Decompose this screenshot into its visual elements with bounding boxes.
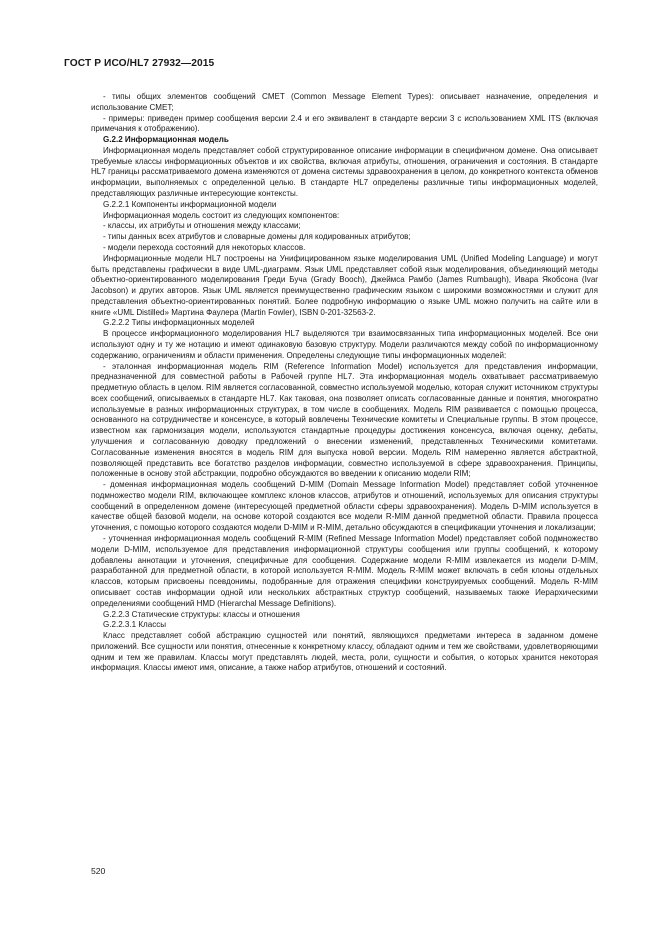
list-item-cmet: - типы общих элементов сообщений CMET (Common Message Element Types): описывает назначение, определения и использование CMET; — [91, 92, 598, 112]
list-item-examples: - примеры: приведен пример сообщения версии 2.4 и его эквивалент в стандарте версии 3 с использованием XML ITS (включая примечания к отображению). — [91, 113, 598, 134]
paragraph-components-intro: Информационная модель состоит из следующих компонентов: — [103, 210, 340, 220]
list-item-r-mim: - уточненная информационная модель сообщений R-MIM (Refined Message Information Model) представляет собой подмножество модели D-MIM, используемое для представления информационной структуры сообщения или группы сообщений, к которому добавлены аннотации и уточнения, специфичные для сообщения. Содержание модели R-MIM извлекается из модели D-MIM, разработанной для предметной области, в которой используется R-MIM. Модель R-MIM может включать в себя клоны отдельных классов, которым присвоены псевдонимы, подобранные для отражения специфики конструируемых сообщений. Модель R-MIM описывает состав информации одной или нескольких абстрактных структур сообщений, называемых также Иерархическими определениями сообщений HMD (Hierarchal Message Definitions). — [91, 534, 598, 608]
paragraph-information-model: Информационная модель представляет собой структурированное описание информации в специфичном домене. Она описывает требуемые классы информационных объектов и их свойства, включая атрибуты, отношения, ограничения и состояния. В стандарте HL7 границы рассматриваемого домена изменяются от домена системы здравоохранения в целом, до конкретного контекста обменов информации, выполняемых с определенной целью. В стандарте HL7 определены различные типы информационных моделей, представляющих различные интересующие контексты. — [91, 145, 598, 199]
section-heading-information-model: G.2.2 Информационная модель — [103, 135, 229, 145]
paragraph-model-types-intro: В процессе информационного моделирования HL7 выделяются три взаимосвязанных типа информационных моделей. Все они используют одну и ту же нотацию и имеют одинаковую базовую структуру. Модели различаются между собой по информационному содержанию, ограничениям и области применения. Определены следующие типы информационных моделей: — [91, 329, 598, 360]
subsection-heading-static-structures: G.2.2.3 Статические структуры: классы и отношения — [103, 609, 300, 619]
document-body — [91, 92, 598, 674]
subsection-heading-model-types: G.2.2.2 Типы информационных моделей — [103, 318, 255, 328]
list-item-classes: - классы, их атрибуты и отношения между классами; — [103, 221, 301, 231]
subsection-heading-components: G.2.2.1 Компоненты информационной модели — [103, 199, 277, 209]
standard-header: ГОСТ Р ИСО/HL7 27932—2015 — [64, 58, 215, 69]
subsection-heading-classes: G.2.2.3.1 Классы — [103, 620, 167, 630]
paragraph-classes: Класс представляет собой абстракцию сущностей или понятий, являющихся предметами интереса в заданном домене приложений. Все сущности или понятия, отнесенные к конкретному классу, обладают одним и тем же свойствами, удовлетворяющими одним и тем же правилам. Классы могут представлять людей, места, роли, сущности и события, о которых хранится некоторая информация. Классы имеют имя, описание, а также набор атрибутов, отношений и состояний. — [91, 631, 598, 673]
list-item-data-types: - типы данных всех атрибутов и словарные домены для кодированных атрибутов; — [103, 232, 411, 242]
list-item-rim: - эталонная информационная модель RIM (Reference Information Model) используется для представления информации, предназначенной для совместной работы в Рабочей группе HL7. Эта информационная модель охватывает рассматриваемую предметную область в целом. RIM является согласованной, совместно используемой моделью, которая служит источником структуры всех сообщений, описываемых в стандарте HL7. Как таковая, она позволяет описать согласованные данные и понятия, многократно используемые в разных информационных структурах, в том числе в сообщениях. Модель RIM развивается с помощью процесса, основанного на сотрудничестве и консенсусе, в который вовлечены Технические комитеты и Специальные группы. В этом процессе, известном как гармонизация модели, используются стандартные процедуры достижения консенсуса, включая оценку, дебаты, улучшения и согласованную доводку предложений о внесении изменений, представленных Техническими комитетами. Согласованные изменения вносятся в модель RIM для выпуска новой версии. Модель RIM намеренно является абстрактной, позволяющей представить все богатство разделов информации, совместно используемой в сфере здравоохранения. Принципы, положенные в основу этой абстракции, подробно обсуждаются во введении к описанию модели RIM; — [91, 361, 598, 479]
list-item-state-models: - модели перехода состояний для некоторых классов. — [103, 242, 306, 252]
paragraph-uml: Информационные модели HL7 построены на Унифицированном языке моделирования UML (Unified Modeling Language) и могут быть представлены графически в виде UML-диаграмм. Язык UML представляет собой язык моделирования, объединяющий методы объектно-ориентированного моделирования Греди Буча (Grady Booch), Джеймса Рамбо (James Rumbaugh), Ивара Якобсона (Ivar Jacobson) и других авторов. Язык UML является преимущественно графическим языком с широкими возможностями и служит для представления объектно-ориентированных понятий. Более подробную информацию о языке UML можно получить на сайте или в книге «UML Distilled» Мартина Фаулера (Martin Fowler), ISBN 0-201-32563-2. — [91, 253, 598, 317]
list-item-d-mim: - доменная информационная модель сообщений D-MIM (Domain Message Information Model) представляет собой уточненное подмножество модели RIM, включающее комплекс клонов классов, атрибутов и отношений, используемых для описания структуры сообщений в определенном домене (интересующей предметной области сферы здравоохранения). Модель D-MIM используется в качестве общей базовой модели, на основе которой создаются все модели R-MIM данной предметной области. Правила процесса уточнения, с помощью которого создаются модели D-MIM и R-MIM, детально обсуждаются в спецификации уточнения и локализации; — [91, 480, 598, 533]
page-number: 520 — [91, 866, 106, 876]
